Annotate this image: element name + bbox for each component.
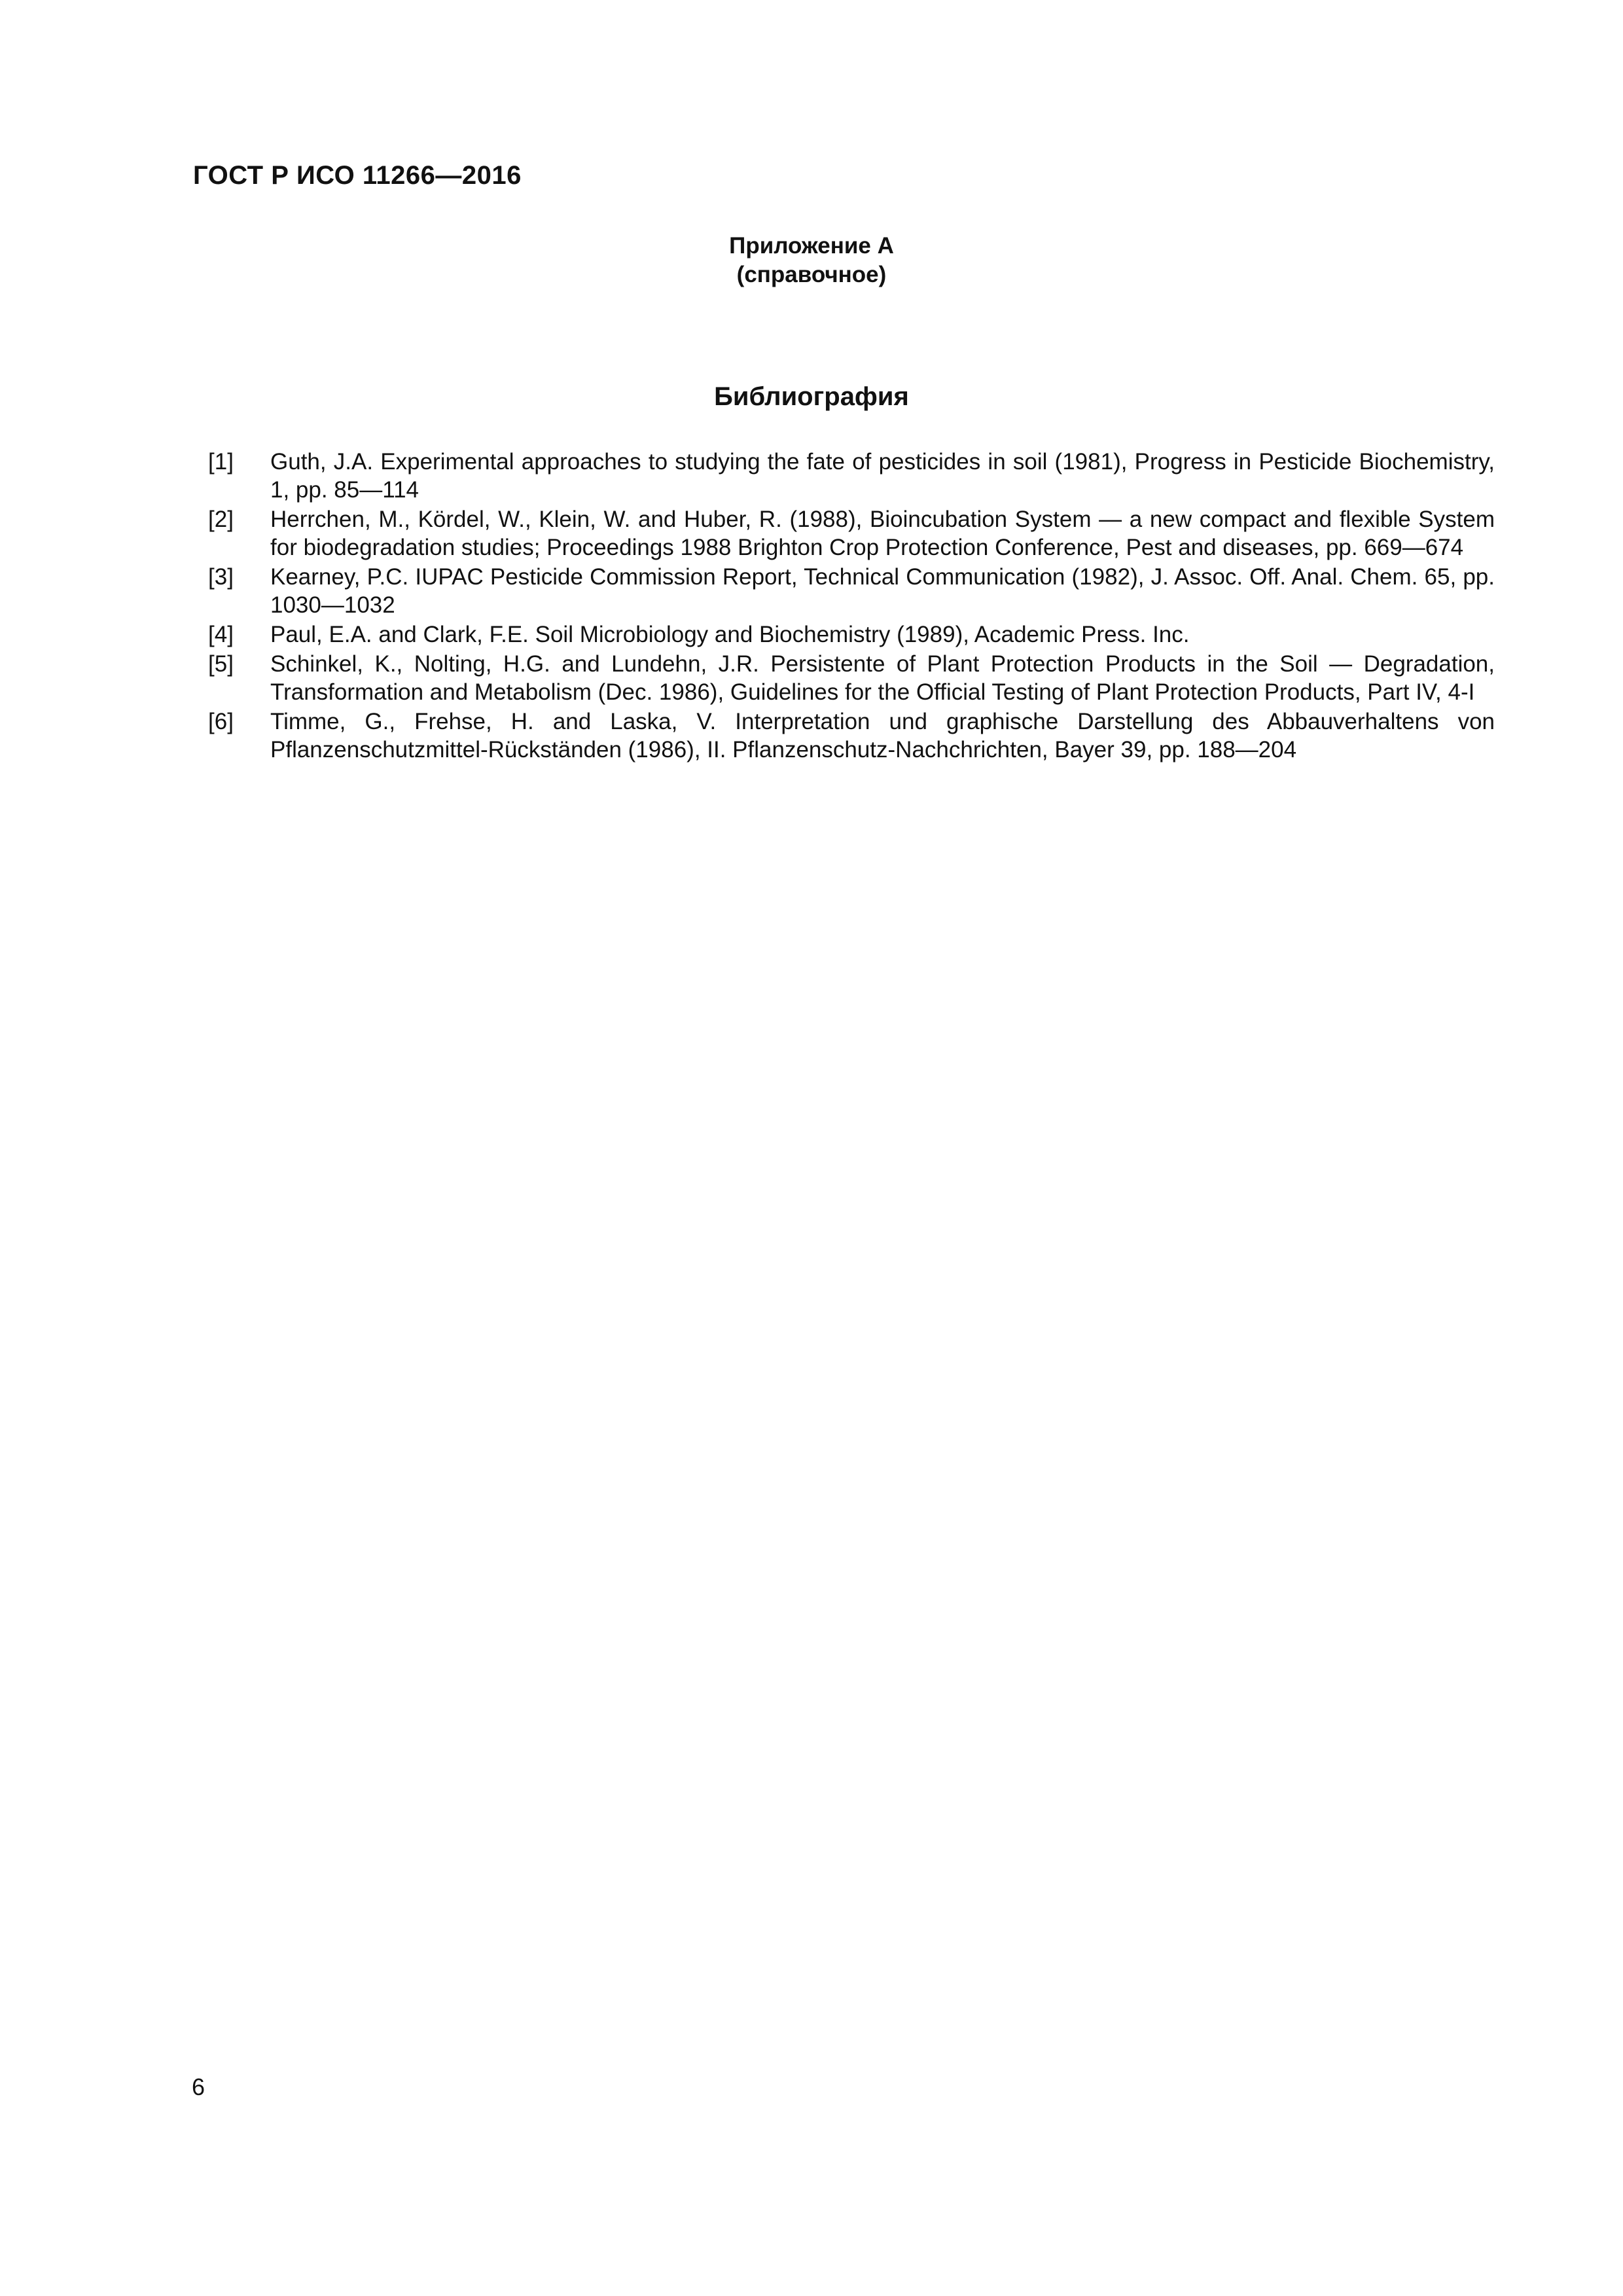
reference-number: [1] [208,449,234,475]
reference-text: Kearney, P.C. IUPAC Pesticide Commission Report, Technical Communication (1982), J. Assoc. Off. Anal. Chem. 65, pp. 1030—1032 [270,564,1495,618]
reference-text: Guth, J.A. Experimental approaches to studying the fate of pesticides in soil (1981), Progress in Pesticide Biochemistry, 1, pp. 85—114 [270,449,1495,503]
reference-list [208,448,1495,765]
document-code: ГОСТ Р ИСО 11266—2016 [193,161,522,190]
annex-kind: (справочное) [736,262,887,287]
reference-text: Herrchen, M., Kördel, W., Klein, W. and Huber, R. (1988), Bioincubation System — a new compact and flexible System for biodegradation studies; Proceedings 1988 Brighton Crop Protection Conference, Pest and diseases, pp. 669—674 [270,507,1495,560]
reference-number: [3] [208,564,234,590]
bibliography-heading: Библиография [714,382,909,411]
reference-item-1 [208,448,1495,504]
reference-text: Paul, E.A. and Clark, F.E. Soil Microbiology and Biochemistry (1989), Academic Press. Inc. [270,622,1190,647]
reference-number: [6] [208,709,234,734]
page-number: 6 [192,2073,205,2100]
reference-number: [4] [208,622,234,647]
reference-item-6 [208,708,1495,764]
reference-number: [5] [208,651,234,677]
reference-text: Timme, G., Frehse, H. and Laska, V. Interpretation und graphische Darstellung des Abbauverhaltens von Pflanzenschutzmittel-Rückständen (1986), II. Pflanzenschutz-Nachchrichten, Bayer 39, pp. 188—204 [270,709,1495,762]
annex-title: Приложение А [729,233,894,259]
reference-number: [2] [208,507,234,532]
reference-text: Schinkel, K., Nolting, H.G. and Lundehn, J.R. Persistente of Plant Protection Products in the Soil — Degradation, Transformation and Metabolism (Dec. 1986), Guidelines for the Official Testing of Plant Protection Products, Part IV, 4-I [270,651,1495,705]
reference-item-2 [208,505,1495,562]
reference-item-3 [208,563,1495,619]
reference-item-5 [208,650,1495,706]
reference-item-4 [208,620,1495,649]
